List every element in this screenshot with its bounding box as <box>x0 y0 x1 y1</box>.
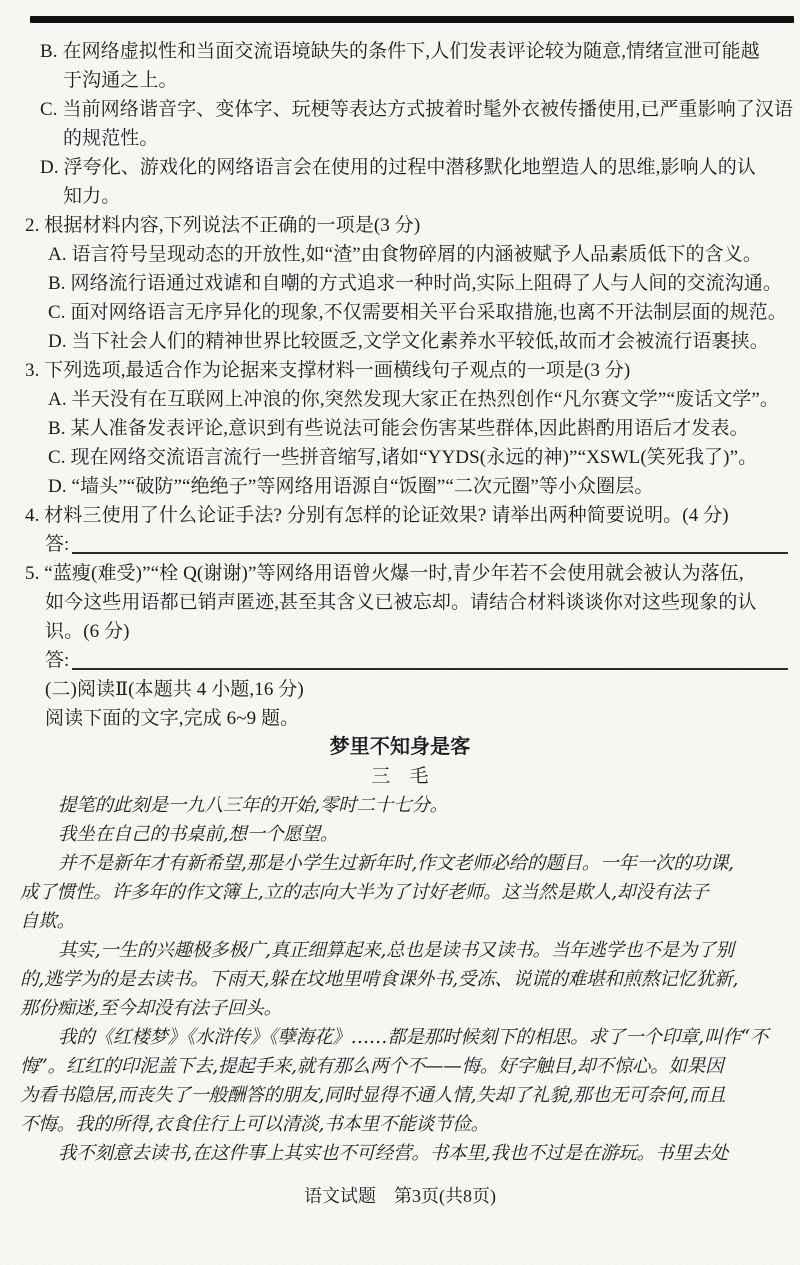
option-line-continuation: 的规范性。 <box>63 128 159 149</box>
essay-line: 我的《红楼梦》《水浒传》《孽海花》……都是那时候刻下的相思。求了一个印章,叫作“不 <box>58 1027 769 1048</box>
option-line: C. 当前网络谐音字、变体字、玩梗等表达方式披着时髦外衣被传播使用,已严重影响了汉语 <box>40 99 794 120</box>
essay-line: 并不是新年才有新希望,那是小学生过新年时,作文老师必给的题目。一年一次的功课, <box>58 853 734 874</box>
essay-title: 梦里不知身是客 <box>329 736 471 758</box>
option-line: A. 半天没有在互联网上冲浪的你,突然发现大家正在热烈创作“凡尔赛文学”“废话文学”。 <box>48 389 780 410</box>
answer-underline <box>72 646 788 670</box>
essay-line: 我不刻意去读书,在这件事上其实也不可经营。书本里,我也不过是在游玩。书里去处 <box>58 1143 729 1164</box>
option-line: D. 浮夸化、游戏化的网络语言会在使用的过程中潜移默化地塑造人的思维,影响人的认 <box>40 157 756 178</box>
essay-line: 我坐在自己的书桌前,想一个愿望。 <box>58 824 339 845</box>
option-line-continuation: 于沟通之上。 <box>63 70 178 91</box>
essay-line: 提笔的此刻是一九八三年的开始,零时二十七分。 <box>58 795 448 816</box>
option-line: C. 面对网络语言无序异化的现象,不仅需要相关平台采取措施,也离不开法制层面的规范。 <box>48 302 787 323</box>
essay-line: 不悔。我的所得,衣食住行上可以清淡,书本里不能谈节俭。 <box>20 1114 489 1135</box>
section-heading: (二)阅读Ⅱ(本题共 4 小题,16 分) <box>45 679 304 700</box>
question-stem: 2. 根据材料内容,下列说法不正确的一项是(3 分) <box>25 215 421 236</box>
essay-line: 自欺。 <box>20 911 75 932</box>
answer-label: 答: <box>45 650 70 671</box>
question-stem: 4. 材料三使用了什么论证手法? 分别有怎样的论证效果? 请举出两种简要说明。(4 分) <box>25 505 729 526</box>
section-instruction: 阅读下面的文字,完成 6~9 题。 <box>45 708 300 729</box>
answer-label: 答: <box>45 534 70 555</box>
option-line: B. 在网络虚拟性和当面交流语境缺失的条件下,人们发表评论较为随意,情绪宣泄可能越 <box>40 41 760 62</box>
page-footer: 语文试题 第3页(共8页) <box>304 1186 496 1206</box>
essay-line: 成了惯性。许多年的作文簿上,立的志向大半为了讨好老师。这当然是欺人,却没有法子 <box>20 882 709 903</box>
question-stem-continuation: 识。(6 分) <box>45 621 130 642</box>
question-stem: 5. “蓝瘦(难受)”“栓 Q(谢谢)”等网络用语曾火爆一时,青少年若不会使用就会被认为落伍, <box>25 563 744 584</box>
option-line-continuation: 知力。 <box>63 186 121 207</box>
essay-line: 那份痴迷,至今却没有法子回头。 <box>20 998 282 1019</box>
option-line: B. 网络流行语通过戏谑和自嘲的方式追求一种时尚,实际上阻碍了人与人间的交流沟通。 <box>48 273 783 294</box>
option-line: B. 某人准备发表评论,意识到有些说法可能会伤害某些群体,因此斟酌用语后才发表。 <box>48 418 749 439</box>
essay-line: 悔”。红红的印泥盖下去,提起手来,就有那么两个不——悔。好字触目,却不惊心。如果因 <box>20 1056 724 1077</box>
option-line: C. 现在网络交流语言流行一些拼音缩写,诸如“YYDS(永远的神)”“XSWL(笑死我了)”。 <box>48 447 758 468</box>
essay-line: 为看书隐居,而丧失了一般酬答的朋友,同时显得不通人情,失却了礼貌,那也无可奈何,而且 <box>20 1085 726 1106</box>
essay-author: 三 毛 <box>371 766 429 787</box>
option-line: A. 语言符号呈现动态的开放性,如“渣”由食物碎屑的内涵被赋予人品素质低下的含义。 <box>48 244 762 265</box>
option-line: D. 当下社会人们的精神世界比较匮乏,文学文化素养水平较低,故而才会被流行语裹挟。 <box>48 331 769 352</box>
answer-underline <box>72 530 788 554</box>
option-line: D. “墙头”“破防”“绝绝子”等网络用语源自“饭圈”“二次元圈”等小众圈层。 <box>48 476 654 497</box>
question-stem-continuation: 如今这些用语都已销声匿迹,甚至其含义已被忘却。请结合材料谈谈你对这些现象的认 <box>45 592 757 613</box>
answer-row <box>0 530 800 559</box>
essay-line: 其实,一生的兴趣极多极广,真正细算起来,总也是读书又读书。当年逃学也不是为了别 <box>58 940 734 961</box>
essay-line: 的,逃学为的是去读书。下雨天,躲在坟地里啃食课外书,受冻、说谎的难堪和煎熬记忆犹新, <box>20 969 739 990</box>
question-stem: 3. 下列选项,最适合作为论据来支撑材料一画横线句子观点的一项是(3 分) <box>25 360 631 381</box>
answer-row <box>0 646 800 675</box>
